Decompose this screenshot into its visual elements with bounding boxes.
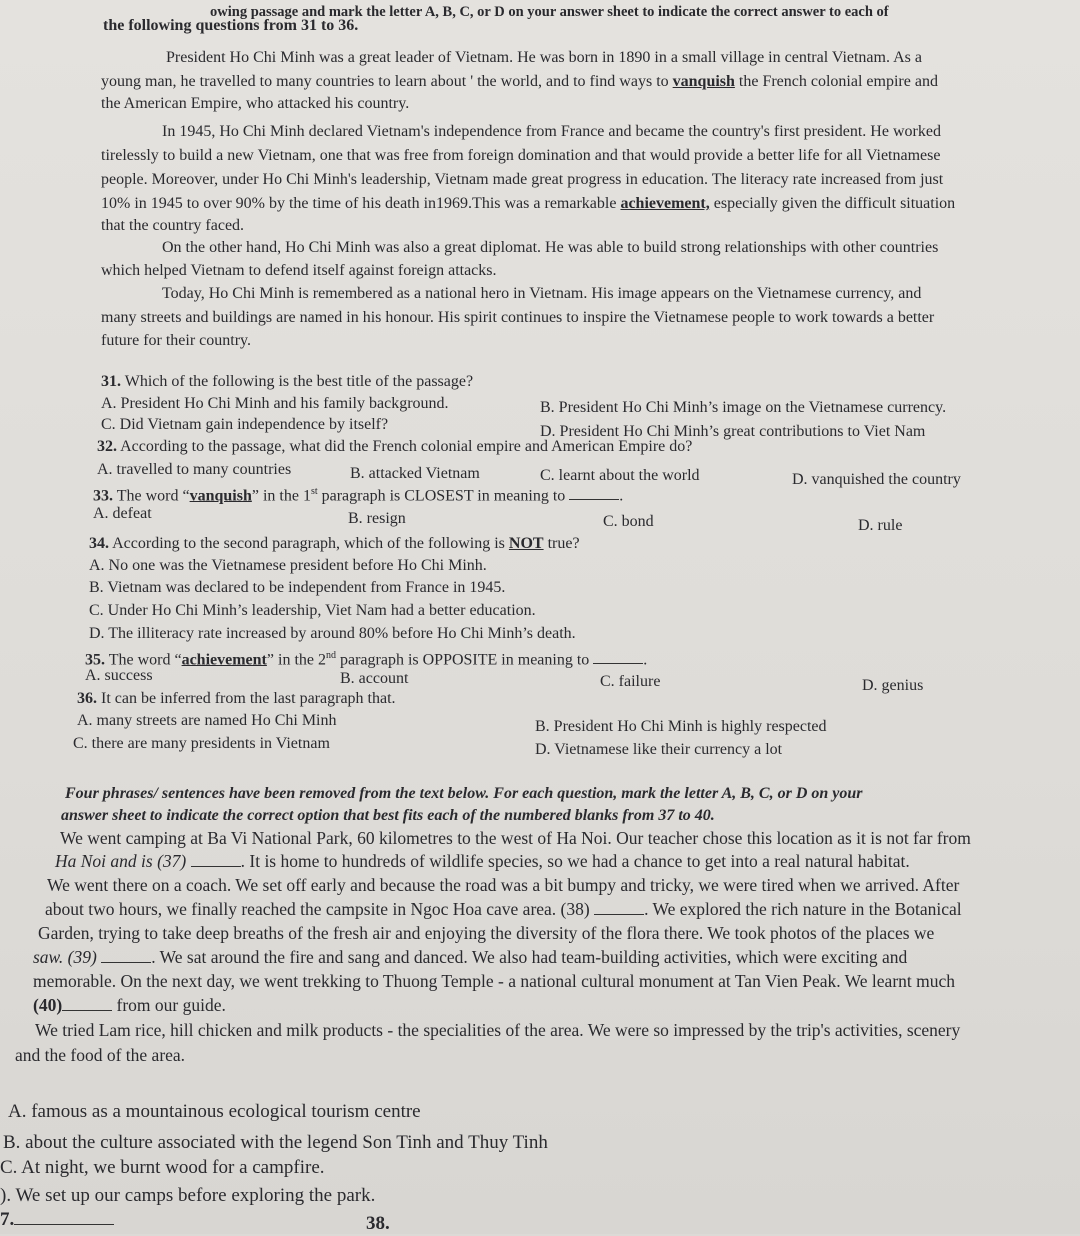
q34-option-a[interactable]: A. No one was the Vietnamese president before Ho Chi Minh. <box>89 557 487 574</box>
blank-39[interactable] <box>101 948 151 963</box>
q34-option-d[interactable]: D. The illiteracy rate increased by around 80% before Ho Chi Minh’s death. <box>89 625 576 642</box>
q31-option-b[interactable]: B. President Ho Chi Minh’s image on the Vietnamese currency. <box>540 399 947 416</box>
cloze-line-8 <box>33 995 226 1015</box>
cloze-line-9: We tried Lam rice, hill chicken and milk products - the specialities of the area. We were so impressed by the trip's activities, scenery <box>35 1020 961 1040</box>
question-stem-part: The word “ <box>116 487 190 505</box>
cloze-text: . We sat around the fire and sang and danced. We also had team-building activities, which were exciting and <box>151 947 908 967</box>
cloze-option-b[interactable]: B. about the culture associated with the legend Son Tinh and Thuy Tinh <box>3 1132 548 1153</box>
cloze-text: from our guide. <box>116 995 226 1015</box>
question-stem-part: According to the second paragraph, which of the following is <box>112 535 505 552</box>
passage-text: the French colonial empire and <box>738 73 938 90</box>
passage-p2-line-5: that the country faced. <box>101 217 245 234</box>
q35-option-d[interactable]: D. genius <box>862 677 924 694</box>
cloze-line-1: We went camping at Ba Vi National Park, 60 kilometres to the west of Ha Noi. Our teacher chose this location as it is not far from <box>60 828 971 848</box>
q31-option-a[interactable]: A. President Ho Chi Minh and his family background. <box>101 395 449 412</box>
question-number: 33. <box>93 487 113 505</box>
passage-p2-line-1: In 1945, Ho Chi Minh declared Vietnam's independence from France and became the country's first president. He worked <box>162 123 941 140</box>
question-number: 32. <box>97 438 117 455</box>
passage-p1-line-2 <box>101 72 938 92</box>
question-36 <box>77 689 396 709</box>
cloze-line-6 <box>33 947 907 967</box>
q32-option-c[interactable]: C. learnt about the world <box>540 467 700 484</box>
intro-line-2: the following questions from 31 to 36. <box>103 17 359 34</box>
passage-p4-line-2: many streets and buildings are named in his honour. His spirit continues to inspire the Vietnamese people to work towards a better <box>101 309 935 326</box>
q31-option-d[interactable]: D. President Ho Chi Minh’s great contributions to Viet Nam <box>540 423 926 440</box>
answer-number: 7. <box>0 1209 15 1230</box>
passage-p2-line-3: people. Moreover, under Ho Chi Minh's leadership, Vietnam made great progress in education. The literacy rate increased from just <box>101 171 944 188</box>
question-35: 35. The word “achievement” in the 2nd paragraph is OPPOSITE in meaning to . <box>85 650 648 669</box>
underlined-word-achievement: achievement, <box>620 195 710 212</box>
passage-p3-line-2: which helped Vietnam to defend itself against foreign attacks. <box>101 262 497 279</box>
q34-option-c[interactable]: C. Under Ho Chi Minh’s leadership, Viet Nam had a better education. <box>89 602 536 619</box>
passage-p2-line-4 <box>101 194 955 214</box>
q35-option-c[interactable]: C. failure <box>600 673 661 690</box>
target-word: vanquish <box>189 487 252 505</box>
question-number: 36. <box>77 690 97 707</box>
cloze-text: . It is home to hundreds of wildlife species, so we had a chance to get into a real natural habitat. <box>240 851 910 871</box>
blank-40[interactable] <box>62 996 112 1011</box>
target-word: achievement <box>181 651 267 669</box>
question-number: 35. <box>85 651 105 669</box>
question-stem-part: ” in the 1 <box>251 487 311 505</box>
q33-option-a[interactable]: A. defeat <box>93 505 152 522</box>
emphasis-not: NOT <box>508 535 544 552</box>
q33-option-c[interactable]: C. bond <box>603 513 654 530</box>
question-stem-part: true? <box>547 535 580 552</box>
passage-text: especially given the difficult situation <box>713 195 956 212</box>
cloze-option-a[interactable]: A. famous as a mountainous ecological tourism centre <box>8 1101 421 1122</box>
q33-option-d[interactable]: D. rule <box>858 517 903 534</box>
answer-label-37 <box>0 1208 114 1232</box>
question-32 <box>97 437 692 457</box>
cloze-text: saw. (39) <box>33 947 97 967</box>
cloze-line-4 <box>45 899 962 919</box>
section2-instruction-1: Four phrases/ sentences have been removed from the text below. For each question, mark the letter A, B, C, or D on your <box>65 785 863 802</box>
q31-option-c[interactable]: C. Did Vietnam gain independence by itself? <box>101 416 389 433</box>
passage-p1-line-1: President Ho Chi Minh was a great leader of Vietnam. He was born in 1890 in a small village in central Vietnam. As a <box>166 49 922 66</box>
q36-option-d[interactable]: D. Vietnamese like their currency a lot <box>535 741 783 758</box>
section2-instruction-2: answer sheet to indicate the correct option that best fits each of the numbered blanks from 37 to 40. <box>61 807 715 824</box>
passage-p1-line-3: the American Empire, who attacked his country. <box>101 95 410 112</box>
cloze-line-5: Garden, trying to take deep breaths of the fresh air and enjoying the diversity of the flora there. We took photos of the places we <box>38 923 935 943</box>
cloze-text: Ha Noi and is (37) <box>55 851 187 871</box>
question-stem: Which of the following is the best title of the passage? <box>124 373 474 390</box>
q34-option-b[interactable]: B. Vietnam was declared to be independent from France in 1945. <box>89 579 506 596</box>
answer-blank-37[interactable] <box>14 1210 114 1225</box>
cloze-line-2 <box>55 851 910 871</box>
question-number: 31. <box>101 373 121 390</box>
q32-option-a[interactable]: A. travelled to many countries <box>97 461 292 478</box>
blank-37[interactable] <box>191 852 241 867</box>
q32-option-b[interactable]: B. attacked Vietnam <box>350 465 480 482</box>
q36-option-a[interactable]: A. many streets are named Ho Chi Minh <box>77 712 337 729</box>
underlined-word-vanquish: vanquish <box>672 73 735 90</box>
passage-p4-line-3: future for their country. <box>101 332 252 349</box>
passage-p2-line-2: tirelessly to build a new Vietnam, one that was free from foreign domination and that would provide a better life for all Vietnamese <box>101 147 941 164</box>
intro-line-1: owing passage and mark the letter A, B, C, or D on your answer sheet to indicate the correct answer to each of <box>210 4 889 20</box>
question-stem-part: The word “ <box>108 651 182 669</box>
question-stem: It can be inferred from the last paragraph that. <box>101 690 396 707</box>
answer-label-38: 38. <box>366 1213 390 1234</box>
ordinal-suffix: nd <box>325 650 336 661</box>
cloze-option-d[interactable]: ). We set up our camps before exploring the park. <box>0 1185 376 1206</box>
cloze-text: (40) <box>33 995 63 1015</box>
answer-blank[interactable] <box>569 485 619 500</box>
cloze-line-3: We went there on a coach. We set off early and because the road was a bit bumpy and tricky, we were tired when we arrived. After <box>47 875 960 895</box>
question-stem-part: paragraph is CLOSEST in meaning to <box>317 487 566 505</box>
q35-option-b[interactable]: B. account <box>340 670 409 687</box>
question-33: 33. The word “vanquish” in the 1st paragraph is CLOSEST in meaning to . <box>93 486 624 505</box>
cloze-text: . We explored the rich nature in the Botanical <box>644 899 962 919</box>
question-34 <box>89 534 580 554</box>
answer-blank[interactable] <box>593 649 643 664</box>
question-stem-part: paragraph is OPPOSITE in meaning to <box>335 651 590 669</box>
question-stem-part: ” in the 2 <box>266 651 326 669</box>
passage-text: 10% in 1945 to over 90% by the time of his death in1969.This was a remarkable <box>101 195 617 212</box>
question-number: 34. <box>89 535 109 552</box>
cloze-line-10: and the food of the area. <box>15 1045 186 1065</box>
cloze-text: about two hours, we finally reached the campsite in Ngoc Hoa cave area. (38) <box>45 899 590 919</box>
ordinal-suffix: st <box>310 486 318 497</box>
passage-p3-line-1: On the other hand, Ho Chi Minh was also a great diplomat. He was able to build strong relationships with other countries <box>162 239 939 256</box>
cloze-option-c[interactable]: C. At night, we burnt wood for a campfire. <box>0 1157 325 1178</box>
question-stem: According to the passage, what did the French colonial empire and American Empire do? <box>120 438 693 455</box>
passage-text: young man, he travelled to many countries to learn about ' the world, and to find ways to <box>101 73 669 90</box>
q33-option-b[interactable]: B. resign <box>348 510 406 527</box>
blank-38[interactable] <box>594 900 644 915</box>
cloze-line-7: memorable. On the next day, we went trekking to Thuong Temple - a national cultural monument at Tan Vien Peak. We learnt much <box>33 971 956 991</box>
q36-option-b[interactable]: B. President Ho Chi Minh is highly respected <box>535 718 827 735</box>
passage-p4-line-1: Today, Ho Chi Minh is remembered as a national hero in Vietnam. His image appears on the Vietnamese currency, and <box>162 285 922 302</box>
q35-option-a[interactable]: A. success <box>85 667 153 684</box>
question-31 <box>101 372 473 392</box>
q32-option-d[interactable]: D. vanquished the country <box>792 471 961 488</box>
q36-option-c[interactable]: C. there are many presidents in Vietnam <box>73 735 330 752</box>
